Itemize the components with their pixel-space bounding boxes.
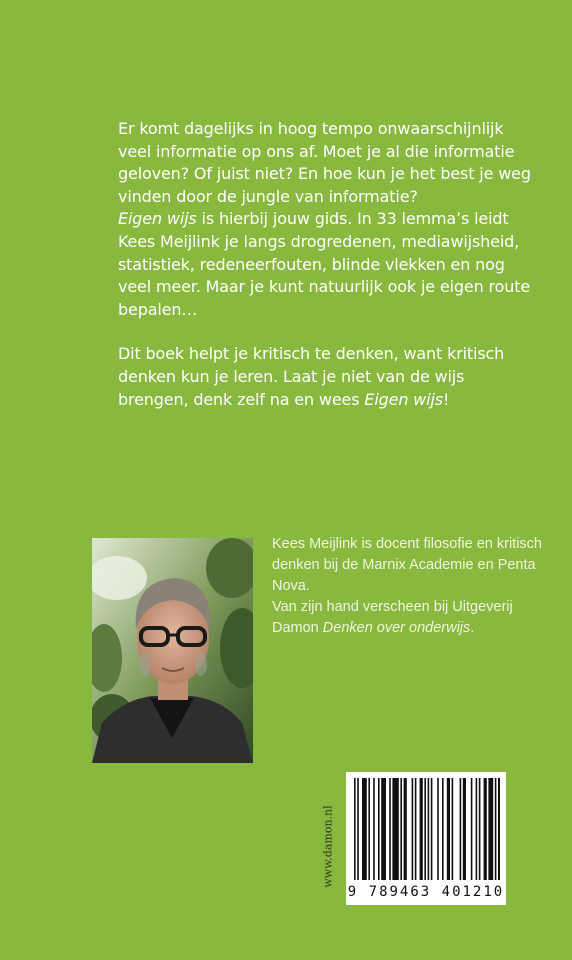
- author-bio: [272, 534, 542, 639]
- book-title-italic-2: Eigen wijs: [364, 389, 443, 409]
- barcode-bar: [412, 778, 414, 880]
- barcode-bar: [463, 778, 466, 880]
- barcode-bar: [362, 778, 367, 880]
- blurb-continuation: is hierbij jouw gids. In 33 lemma’s leidt Kees Meijlink je langs drogredenen, mediawijsheid, statistiek, redeneerfouten, blinde vlekken en nog veel meer. Maar je kunt natuurlijk ook je eigen route bepalen…: [118, 209, 531, 319]
- author-bio-end: .: [470, 620, 475, 636]
- author-bio-publication: Van zijn hand verscheen bij Uitgeverij Damon: [272, 599, 513, 636]
- barcode-bar: [378, 778, 380, 880]
- blurb-intro: Er komt dagelijks in hoog tempo onwaarschijnlijk veel informatie op ons af. Moet je al die informatie geloven? Of juist niet? En hoe kun je het best je weg vinden door de jungle van informatie?: [118, 119, 531, 206]
- blurb-end-mark: !: [443, 389, 450, 409]
- blurb-call-to-action: Dit boek helpt je kritisch te denken, want kritisch denken kun je leren. Laat je niet van de wijs brengen, denk zelf na en wees: [118, 344, 505, 409]
- barcode-bar: [437, 778, 439, 880]
- barcode-bar: [368, 778, 370, 880]
- publisher-website-text: www.damon.nl: [321, 804, 335, 888]
- previous-book-title: Denken over onderwijs: [322, 620, 471, 636]
- publisher-website: [317, 790, 339, 902]
- barcode-bar: [431, 778, 433, 880]
- barcode-bar: [354, 778, 356, 880]
- barcode-bar: [476, 778, 478, 880]
- barcode-bar: [442, 778, 444, 880]
- barcode-bar: [373, 778, 375, 880]
- barcode-bar: [452, 778, 454, 880]
- barcode-bar: [484, 778, 487, 880]
- barcode-bar: [495, 778, 497, 880]
- author-photo: [92, 538, 253, 763]
- back-cover-blurb: [118, 118, 538, 411]
- barcode-bar: [428, 778, 430, 880]
- book-title-italic: Eigen wijs: [118, 209, 197, 229]
- barcode-bar: [389, 778, 391, 880]
- barcode-bars-icon: [352, 778, 500, 880]
- blurb-paragraph-1: [118, 118, 538, 321]
- barcode-bar: [392, 778, 398, 880]
- barcode-bar: [479, 778, 481, 880]
- barcode-bar: [381, 778, 386, 880]
- barcode-bar: [400, 778, 402, 880]
- barcode-bar: [404, 778, 407, 880]
- barcode-bar: [498, 778, 500, 880]
- barcode-bar: [488, 778, 493, 880]
- blurb-paragraph-2: [118, 343, 538, 411]
- barcode-bar: [460, 778, 462, 880]
- barcode-bar: [357, 778, 359, 880]
- barcode-bar: [424, 778, 426, 880]
- barcode-bar: [447, 778, 450, 880]
- author-bio-text: Kees Meijlink is docent filosofie en kritisch denken bij de Marnix Academie en Penta Nova.: [272, 536, 542, 594]
- barcode-bar: [420, 778, 423, 880]
- barcode-bar: [471, 778, 473, 880]
- barcode-bar: [415, 778, 417, 880]
- isbn-number: 9 789463 401210: [347, 884, 505, 900]
- isbn-barcode: [346, 772, 506, 905]
